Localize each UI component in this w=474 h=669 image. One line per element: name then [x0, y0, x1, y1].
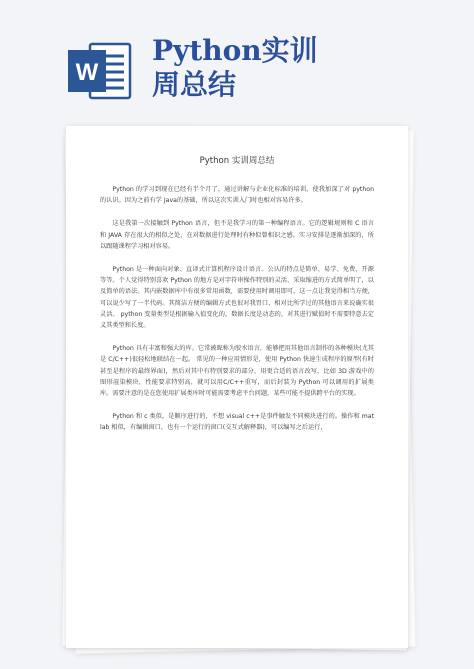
paragraph: Python 具有丰富和强大的库。它常被昵称为胶水语言，能够把用其他语言制作的各种模块(尤其是 C/C++)很轻松地联结在一起。 常见的一种应用情形是，使用 Python 快速生成程序的原型(有时甚至是程序的最终界面)，然后对其中有特别要求的部分，用更合适的语言改写，比如 3D 游戏中的图形渲染模块，性能要求特别高，就可以用C/C++重写，而后封装为 Python 可以调用的扩展类库。需要注意的是在您使用扩展类库时可能需要考虑平台问题，某些可能不提供跨平台的实现。 — [100, 345, 374, 398]
document-title: Python 实训周总结 — [199, 156, 275, 166]
header-banner — [0, 0, 474, 118]
paragraph: 这是我第一次接触到 Python 语言，但不是我学习的第一种编程语言。它的逻辑规则和 C 语言和 JAVA 存在很大的相似之处，在对数据进行处理时有种似曾相识之感。实习安排是逐渐加深的，所以跟随课程学习相对容易。 — [100, 220, 374, 250]
paragraph: Python 是一种面向对象、直译式计算机程序设计语言。公认的特点是简单、易学、免费、开源等等。个人觉得特别喜欢 Python 的地方是对字符串操作特别的灵活、采取缩进的方式简单明了，以及简单的语法。其内嵌数据库中有很多常用函数，需要使用时调用即可，这一点让我觉得相当方便，可以说少写了一半代码。其简洁方便的编辑方式也很对我胃口，相对比所学过的其他语言来说确实很灵活。 python 变量类型是根据输入值变化的，数据长度是动态的，对其进行赋值时不需要特意去定义其类型和长度。 — [100, 266, 374, 330]
banner-title-line1: Python实训 — [152, 34, 318, 67]
logo-letter: W — [75, 59, 99, 86]
banner-title — [152, 34, 352, 102]
word-document-icon — [66, 40, 134, 102]
document-page — [66, 126, 408, 648]
paragraph: Python 和 c 类似，是顺序进行的，不想 visual c++是事件触发不同模块进行的。操作和 matlab 相似，有编辑窗口，也有一个运行的窗口(交互式解释器)，可以编写之后运行， — [100, 413, 374, 432]
banner-title-line2: 周总结 — [152, 68, 237, 101]
paragraph: Python 的学习到现在已经有半个月了，通过讲解与企业化标准的培训，使我加深了对 python 的认识。因为之前有学 Java的基础，所以这次实训入门时也相对容易许多。 — [100, 186, 374, 205]
